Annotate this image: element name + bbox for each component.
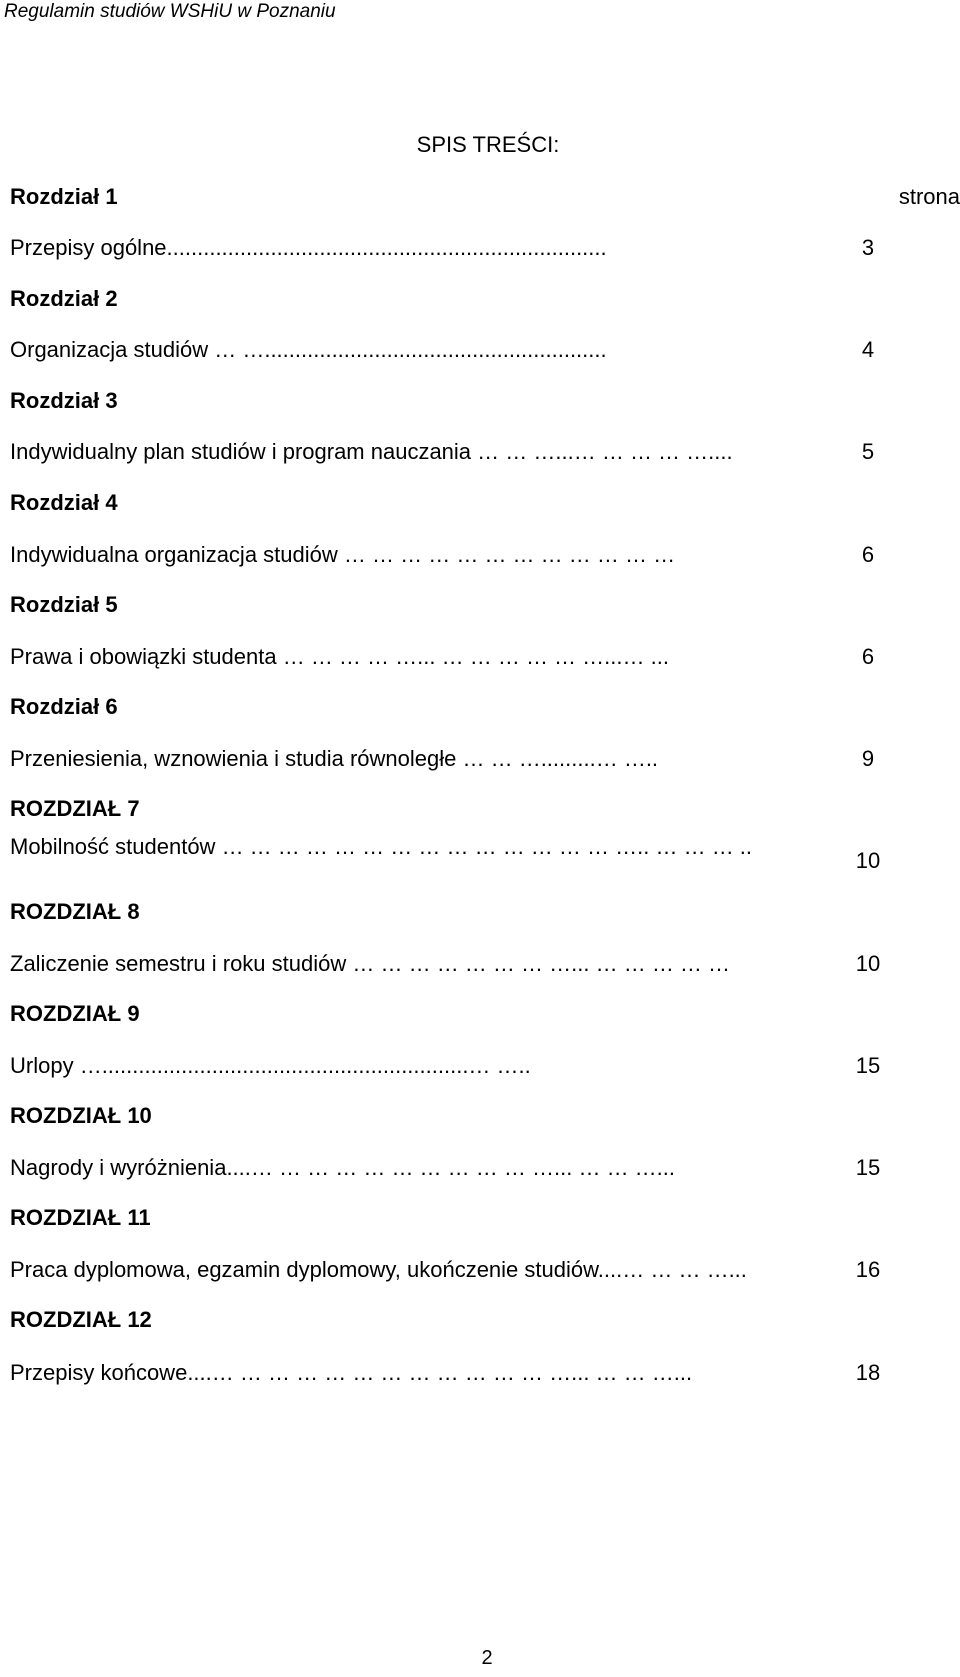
entry-title: Organizacja studiów [10,337,209,362]
entry-page-number: 15 [855,1155,881,1180]
toc-title: SPIS TREŚCI: [416,132,560,157]
document-header: Regulamin studiów WSHiU w Poznaniu [4,1,336,22]
page-column-label: strona [898,184,960,209]
entry-page-number: 6 [861,644,875,669]
entry-page-number: 16 [855,1257,881,1282]
entry-title: Zaliczenie semestru i roku studiów [10,951,347,976]
dot-leader: … … … … … … … … … … … … … … ….. … … … .. [215,834,753,859]
dot-leader: ....… … … …... [597,1257,747,1282]
entry-title: Nagrody i wyróżnienia [10,1155,227,1180]
chapter-label: ROZDZIAŁ 10 [10,1103,152,1128]
toc-entry [10,541,860,569]
entry-title: Praca dyplomowa, egzamin dyplomowy, ukończenie studiów [10,1257,598,1282]
chapter-label: ROZDZIAŁ 7 [10,796,140,821]
entry-page-number: 4 [861,337,875,362]
dot-leader: ....… … … … … … … … … … … … …... … … …... [187,1360,693,1385]
dot-leader: … … … … … … … …... … … … … … [346,951,731,976]
chapter-label: Rozdział 1 [10,184,118,209]
toc-entry [10,1256,860,1284]
entry-title: Przeniesienia, wznowienia i studia równoległe [10,746,457,771]
entry-page-number: 5 [861,439,875,464]
entry-page-number: 9 [861,746,875,771]
chapter-label: Rozdział 4 [10,490,118,515]
chapter-label: Rozdział 3 [10,388,118,413]
chapter-label: Rozdział 5 [10,592,118,617]
dot-leader: … … ….........… ….. [456,746,659,771]
entry-title: Indywidualna organizacja studiów [10,542,338,567]
dot-leader: … … … … …... … … … … … …...… ... [276,644,669,669]
chapter-label: Rozdział 2 [10,286,118,311]
toc-entry [10,833,860,861]
entry-title: Urlopy [10,1053,74,1078]
toc-entry [10,438,860,466]
entry-page-number: 15 [855,1053,881,1078]
entry-title: Prawa i obowiązki studenta [10,644,277,669]
entry-page-number: 10 [855,848,881,873]
chapter-label: ROZDZIAŁ 12 [10,1307,152,1332]
footer-page-number: 2 [481,1647,493,1669]
dot-leader: … …........................................................ [208,337,607,362]
entry-title: Przepisy końcowe [10,1360,188,1385]
toc-entry [10,336,860,364]
toc-entry [10,1359,860,1387]
dot-leader: ....… … … … … … … … … … …... … … …... [226,1155,676,1180]
toc-entry [10,643,860,671]
toc-entry [10,1154,860,1182]
entry-page-number: 18 [855,1360,881,1385]
chapter-label: ROZDZIAŁ 9 [10,1001,140,1026]
entry-page-number: 6 [861,542,875,567]
chapter-label: ROZDZIAŁ 11 [10,1205,151,1230]
toc-entry [10,950,860,978]
dot-leader: … … … … … … … … … … … … [337,542,676,567]
entry-title: Indywidualny plan studiów i program nauczania [10,439,472,464]
dot-leader: ........................................................................ [166,235,607,260]
entry-title: Przepisy ogólne [10,235,167,260]
entry-page-number: 10 [855,951,881,976]
entry-page-number: 3 [861,235,875,260]
toc-entry [10,745,860,773]
toc-entry [10,1052,860,1080]
chapter-label: ROZDZIAŁ 8 [10,899,140,924]
entry-title: Mobilność studentów [10,834,216,859]
toc-entry [10,234,860,262]
chapter-label: Rozdział 6 [10,694,118,719]
dot-leader: …............................................................… ….. [73,1053,531,1078]
dot-leader: … … …...… … … … ….... [471,439,733,464]
